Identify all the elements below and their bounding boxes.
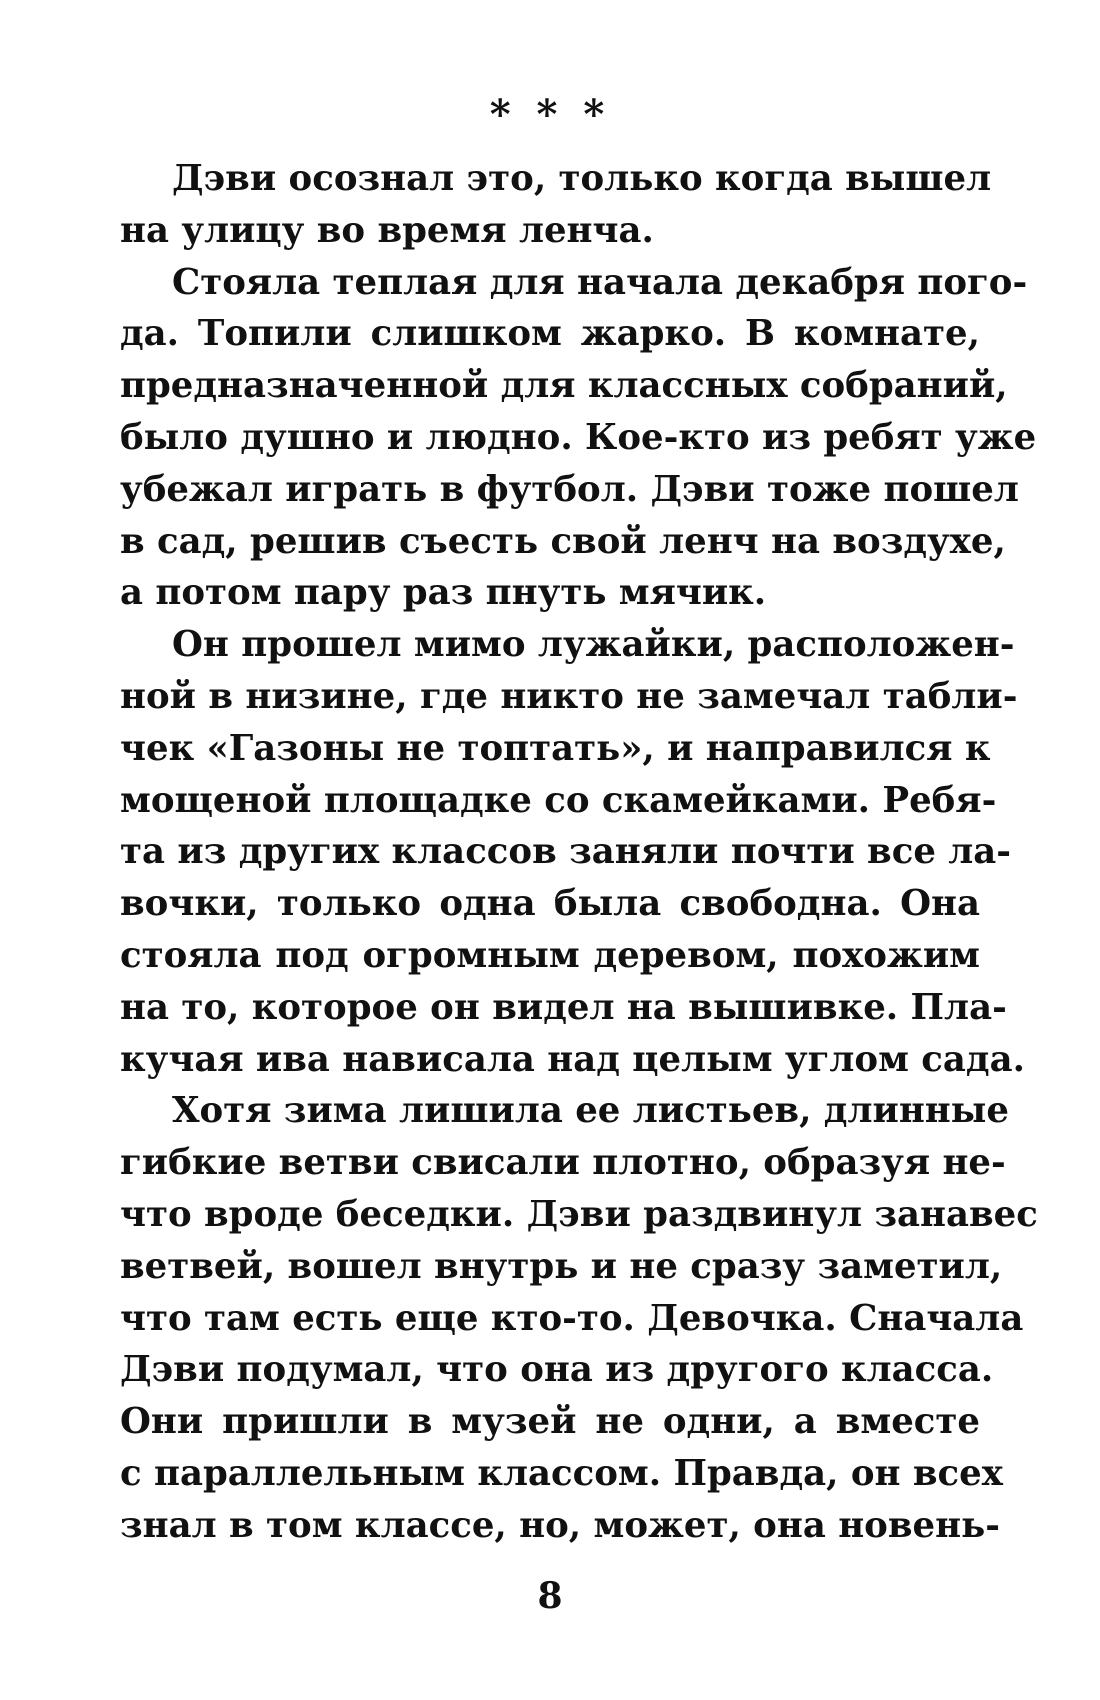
text-line: Хотя зима лишила ее листьев, длинные — [172, 1090, 1009, 1132]
text-line: предназначенной для классных собраний, — [120, 365, 1008, 407]
section-separator: * * * — [489, 91, 611, 138]
text-line: Дэви подумал, что она из другого класса. — [120, 1349, 994, 1391]
text-line: мощеной площадке со скамейками. Ребя- — [120, 779, 997, 821]
text-line: с параллельным классом. Правда, он всех — [120, 1452, 1003, 1494]
text-line: на улицу во время ленча. — [120, 209, 654, 251]
text-line: убежал играть в футбол. Дэви тоже пошел — [120, 468, 1019, 510]
text-line: да. Топили слишком жарко. В комнате, — [120, 313, 980, 355]
book-page — [120, 91, 1038, 1655]
text-line: что вроде беседки. Дэви раздвинул занавес — [120, 1193, 1038, 1235]
text-line: та из других классов заняли почти все ла- — [120, 831, 1012, 873]
text-line: кучая ива нависала над целым углом сада. — [120, 1038, 1025, 1080]
text-line: чек «Газоны не топтать», и направился к — [120, 727, 991, 769]
text-line: ной в низине, где никто не замечал табли- — [120, 675, 1018, 717]
text-line: Дэви осознал это, только когда вышел — [172, 158, 992, 199]
text-line: Они пришли в музей не одни, а вместе — [120, 1401, 980, 1443]
page-number: 8 — [537, 1575, 563, 1617]
text-line: вочки, только одна была свободна. Она — [120, 883, 980, 925]
body-text — [120, 153, 1038, 1552]
text-line: Он прошел мимо лужайки, расположен- — [172, 624, 1015, 666]
text-line: было душно и людно. Кое-кто из ребят уже — [120, 416, 1037, 458]
text-line: в сад, решив съесть свой ленч на воздухе, — [120, 520, 1006, 562]
text-line: гибкие ветви свисали плотно, образуя не- — [120, 1142, 1006, 1184]
text-line: стояла под огромным деревом, похожим — [120, 934, 980, 976]
text-line: на то, которое он видел на вышивке. Пла- — [120, 986, 1007, 1028]
text-line: что там есть еще кто-то. Девочка. Сначала — [120, 1297, 1024, 1339]
text-line: Стояла теплая для начала декабря пого- — [172, 261, 1028, 303]
text-line: ветвей, вошел внутрь и не сразу заметил, — [120, 1245, 1003, 1287]
text-line: а потом пару раз пнуть мячик. — [120, 572, 767, 614]
text-line: знал в том классе, но, может, она новень- — [120, 1504, 1000, 1546]
